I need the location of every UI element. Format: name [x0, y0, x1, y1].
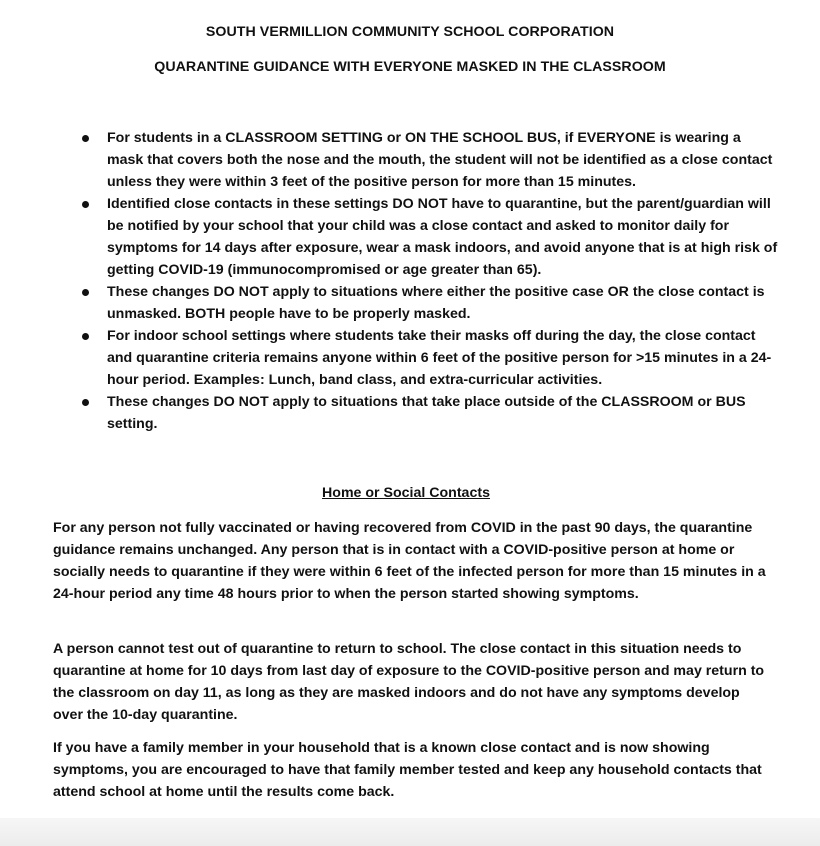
bullet-item	[0, 127, 780, 193]
bullet-icon	[82, 399, 89, 406]
bullet-icon	[82, 289, 89, 296]
bullet-icon	[82, 135, 89, 142]
bullet-text: These changes DO NOT apply to situations that take place outside of the CLASSROOM or BUS setting.	[107, 394, 746, 432]
bullet-icon	[82, 333, 89, 340]
bullet-text: For indoor school settings where students take their masks off during the day, the close contact and quarantine criteria remains anyone within 6 feet of the positive person for >15 minutes in a 24-hour period. Examples: Lunch, band class, and extra-curricular activities.	[107, 328, 772, 388]
section-heading-home-social-contacts: Home or Social Contacts	[322, 485, 490, 501]
document-subtitle: QUARANTINE GUIDANCE WITH EVERYONE MASKED IN THE CLASSROOM	[154, 59, 666, 75]
bullet-item	[0, 325, 780, 391]
bullet-text: For students in a CLASSROOM SETTING or ON THE SCHOOL BUS, if EVERYONE is wearing a mask that covers both the nose and the mouth, the student will not be identified as a close contact unless they were within 3 feet of the positive person for more than 15 minutes.	[107, 130, 773, 190]
paragraph: A person cannot test out of quarantine to return to school. The close contact in this situation needs to quarantine at home for 10 days from last day of exposure to the COVID-positive person and may return to the classroom on day 11, as long as they are masked indoors and do not have any symptoms develop over the 10-day quarantine.	[53, 641, 765, 723]
paragraph: If you have a family member in your household that is a known close contact and is now showing symptoms, you are encouraged to have that family member tested and keep any household contacts that attend school at home until the results come back.	[53, 740, 762, 800]
page-bottom-edge	[0, 818, 820, 846]
bullet-item	[0, 281, 780, 325]
bullet-item	[0, 391, 780, 435]
bullet-text: Identified close contacts in these settings DO NOT have to quarantine, but the parent/guardian will be notified by your school that your child was a close contact and asked to monitor daily for symptoms for 14 days after exposure, wear a mask indoors, and avoid anyone that is at high risk of getting COVID-19 (immunocompromised or age greater than 65).	[107, 196, 778, 278]
bullet-text: These changes DO NOT apply to situations where either the positive case OR the close contact is unmasked. BOTH people have to be properly masked.	[107, 284, 765, 322]
document-title: SOUTH VERMILLION COMMUNITY SCHOOL CORPORATION	[205, 24, 615, 40]
bullet-item	[0, 193, 780, 281]
bullet-icon	[82, 201, 89, 208]
paragraph: For any person not fully vaccinated or having recovered from COVID in the past 90 days, the quarantine guidance remains unchanged. Any person that is in contact with a COVID-positive person at home or socially needs to quarantine if they were within 6 feet of the infected person for more than 15 minutes in a 24-hour period any time 48 hours prior to when the person started showing symptoms.	[53, 520, 766, 602]
guidance-bullet-list	[0, 127, 780, 435]
